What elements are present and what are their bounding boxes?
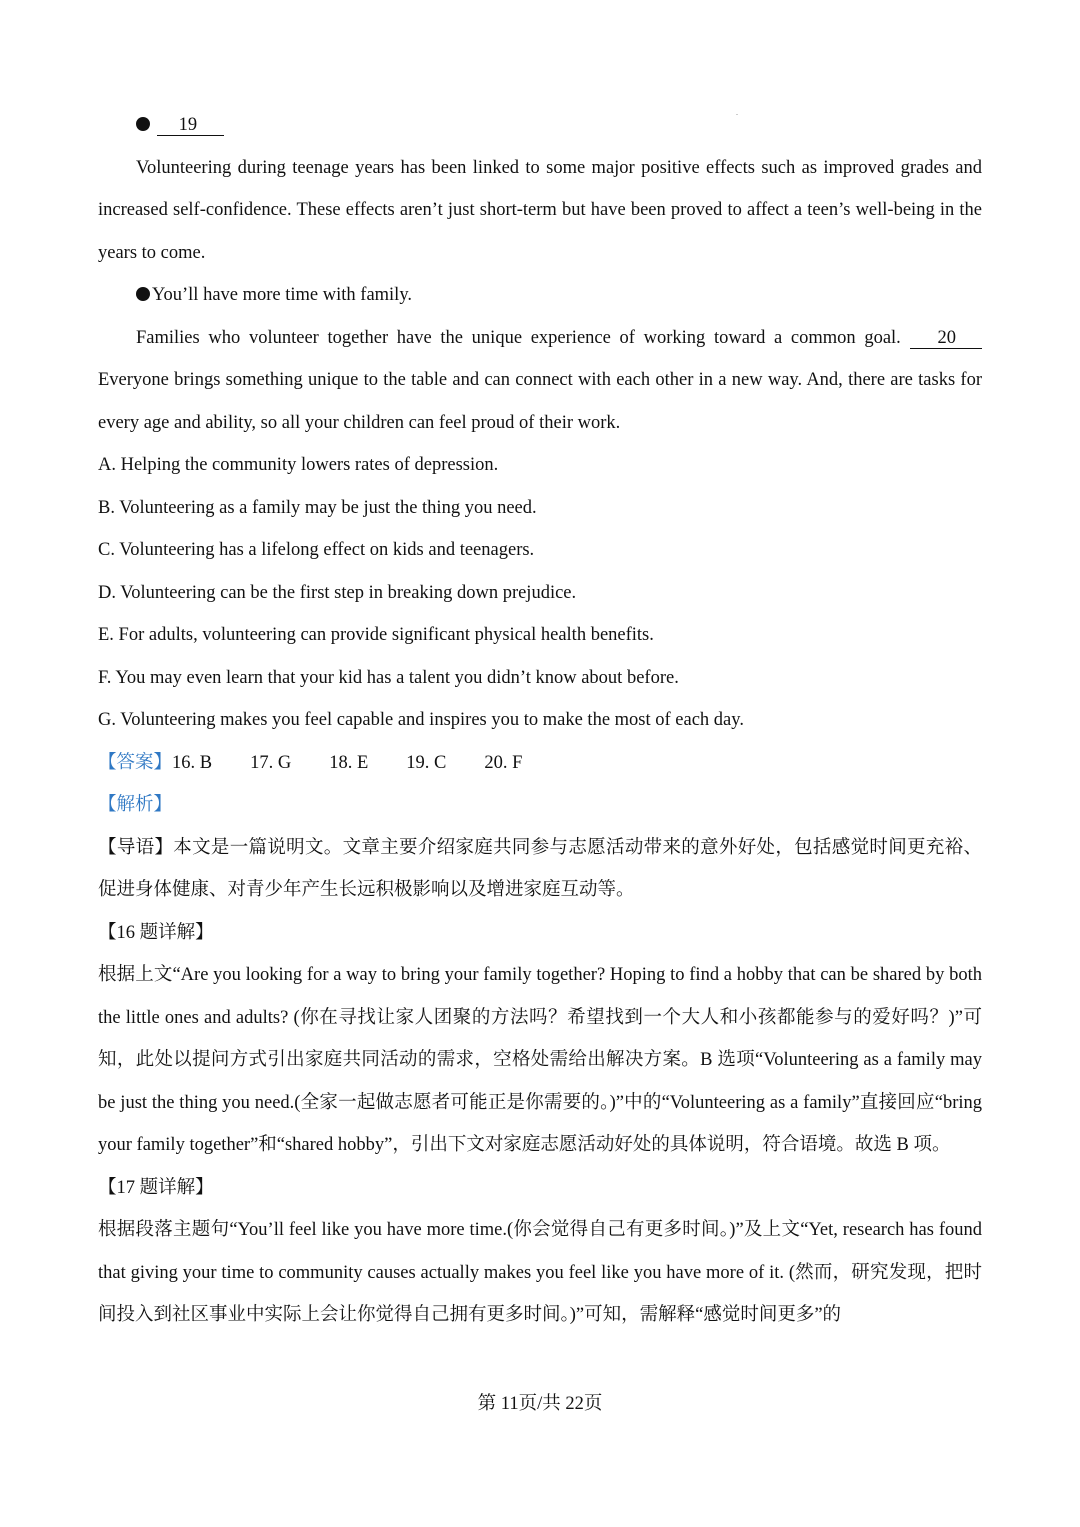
answer-18: 18. E xyxy=(329,752,369,773)
intro-paragraph xyxy=(98,827,982,912)
bullet-icon xyxy=(136,117,150,131)
option-g: G. Volunteering makes you feel capable and inspires you to make the most of each day. xyxy=(98,710,744,730)
heading-19 xyxy=(98,104,982,147)
heading-family xyxy=(98,274,982,317)
option-a: A. Helping the community lowers rates of depression. xyxy=(98,455,499,475)
answer-20: 20. F xyxy=(484,752,523,773)
answer-row xyxy=(98,742,982,785)
option-b: B. Volunteering as a family may be just the thing you need. xyxy=(98,497,537,518)
paragraph-20-after: Everyone brings something unique to the table and can connect with each other in a new way. And, there are tasks for every age and ability, so all your children can feel proud of their work. xyxy=(98,370,982,433)
intro-text: 本文是一篇说明文。文章主要介绍家庭共同参与志愿活动带来的意外好处，包括感觉时间更充裕、促进身体健康、对青少年产生长远积极影响以及增进家庭互动等。 xyxy=(98,837,982,900)
blank-19: 19 xyxy=(157,115,225,136)
heading-family-text: You’ll have more time with family. xyxy=(152,285,412,305)
paragraph-19: Volunteering during teenage years has been linked to some major positive effects such as improved grades and increased self-confidence. These effects aren’t just short-term but have been proved to affect a teen’s well-being in the years to come. xyxy=(98,157,982,263)
answer-16: 16. B xyxy=(172,752,213,773)
answer-17: 17. G xyxy=(250,752,292,773)
blank-20: 20 xyxy=(910,328,983,349)
answer-19: 19. C xyxy=(406,752,447,773)
bullet-icon xyxy=(136,287,150,301)
q16-label: 【16 题详解】 xyxy=(98,922,214,943)
paragraph-20-before: Families who volunteer together have the unique experience of working toward a common goal. xyxy=(136,327,901,348)
page-footer: 第 11页/共 22页 xyxy=(477,1394,603,1414)
analysis-label: 【解析】 xyxy=(98,795,173,815)
intro-label: 【导语】 xyxy=(98,837,174,858)
q17-label: 【17 题详解】 xyxy=(98,1177,214,1198)
answer-label: 【答案】 xyxy=(98,752,173,773)
option-e: E. For adults, volunteering can provide significant physical health benefits. xyxy=(98,625,654,645)
page-content xyxy=(98,104,982,1337)
option-c: C. Volunteering has a lifelong effect on kids and teenagers. xyxy=(98,540,535,560)
option-d: D. Volunteering can be the first step in breaking down prejudice. xyxy=(98,582,577,603)
paragraph-20 xyxy=(98,317,982,445)
q16-explanation: 根据上文“Are you looking for a way to bring your family together? Hoping to find a hobby that can be shared by both the little ones and adults? (你在寻找让家人团聚的方法吗？希望找到一个大人和小孩都能参与的爱好吗？)”可知，此处以提问方式引出家庭共同活动的需求，空格处需给出解决方案。B 选项“Volunteering as a family may be just the thing you need.(全家一起做志愿者可能正是你需要的。)”中的“Volunteering as a family”直接回应“bring your family together”和“shared hobby”，引出下文对家庭志愿活动好处的具体说明，符合语境。故选 B 项。 xyxy=(98,965,982,1155)
option-f: F. You may even learn that your kid has a talent you didn’t know about before. xyxy=(98,667,679,688)
q17-explanation: 根据段落主题句“You’ll feel like you have more time.(你会觉得自己有更多时间。)”及上文“Yet, research has found that giving your time to community causes actually makes you feel like you have more of it. (然而，研究发现，把时间投入到社区事业中实际上会让你觉得自己拥有更多时间。)”可知，需解释“感觉时间更多”的 xyxy=(98,1220,982,1325)
